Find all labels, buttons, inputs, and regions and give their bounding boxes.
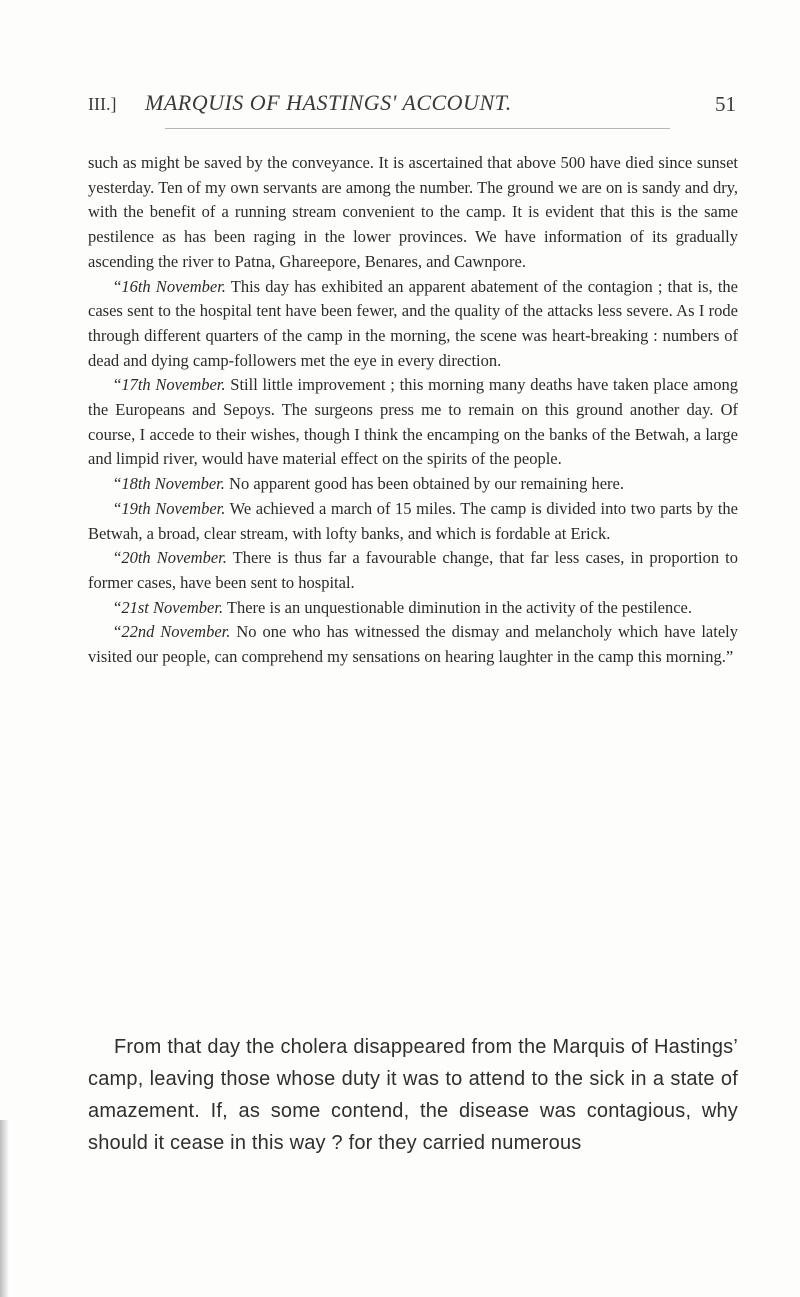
running-title: MARQUIS OF HASTINGS' ACCOUNT. bbox=[145, 90, 512, 115]
diary-entry-21 bbox=[88, 596, 738, 621]
entry-text: Still little improvement ; this morning many deaths have taken place among the Europeans and Sepoys. The surgeons press me to remain on this ground another day. Of course, I accede to their wishes, though I think the encamping on the banks of the Betwah, a large and limpid river, would have material effect on the spirits of the people. bbox=[88, 375, 738, 469]
diary-entry-20 bbox=[88, 546, 738, 595]
entry-text: There is thus far a favourable change, that far less cases, in proportion to former cases, have been sent to hospital. bbox=[88, 548, 738, 592]
entry-quote: “ bbox=[114, 498, 122, 518]
entry-text: We achieved a march of 15 miles. The camp is divided into two parts by the Betwah, a broad, clear stream, with lofty banks, and which is fordable at Erick. bbox=[88, 498, 738, 543]
running-header bbox=[0, 72, 800, 116]
entry-quote: “ bbox=[114, 375, 122, 395]
diary-entry-22 bbox=[88, 620, 738, 669]
entry-quote: “ bbox=[114, 474, 122, 494]
entry-quote: “ bbox=[114, 548, 122, 568]
header-rule bbox=[165, 128, 670, 129]
closing-paragraph: From that day the cholera disappeared from the Marquis of Hastings’ camp, leaving those whose duty it was to attend to the sick in a state of amazement. If, as some contend, the disease was contagious, why should it cease in this way ? for they carried numerous bbox=[88, 1036, 738, 1154]
diary-entry-16 bbox=[88, 275, 738, 374]
entry-date: 19th November. bbox=[121, 498, 226, 518]
entry-date: 20th November. bbox=[121, 548, 227, 568]
entry-date: 16th November. bbox=[121, 276, 226, 296]
entry-text: No one who has witnessed the dismay and melancholy which have lately visited our people, can comprehend my sensations on hearing laughter in the camp this morning.” bbox=[88, 622, 738, 667]
page-number: 51 bbox=[715, 92, 736, 116]
entry-date: 21st November. bbox=[121, 597, 224, 617]
entry-date: 18th November. bbox=[121, 474, 225, 494]
chapter-marker: III.] bbox=[88, 94, 117, 114]
entry-date: 22nd November. bbox=[121, 622, 231, 642]
binding-edge-shadow bbox=[0, 1120, 9, 1297]
opening-paragraph: such as might be saved by the conveyance. It is ascertained that above 500 have died since sunset yesterday. Ten of my own servants are among the number. The ground we are on is sandy and dry, with the benefit of a running stream convenient to the camp. It is evident that this is the same pestilence as has been raging in the lower provinces. We have information of its gradually ascending the river to Patna, Ghareepore, Benares, and Cawnpore. bbox=[88, 153, 738, 271]
diary-entry-19 bbox=[88, 497, 738, 546]
diary-entry-18 bbox=[88, 472, 738, 497]
entry-text: No apparent good has been obtained by our remaining here. bbox=[224, 474, 624, 494]
entry-quote: “ bbox=[114, 597, 122, 617]
entry-date: 17th November. bbox=[121, 375, 226, 395]
entry-quote: “ bbox=[114, 276, 122, 296]
entry-text: There is an unquestionable diminution in the activity of the pestilence. bbox=[223, 597, 692, 617]
entry-quote: “ bbox=[114, 622, 122, 642]
diary-entry-17 bbox=[88, 373, 738, 472]
entry-text: This day has exhibited an apparent abatement of the contagion ; that is, the cases sent to the hospital tent have been fewer, and the quality of the attacks less severe. As I rode through different quarters of the camp in the morning, the scene was heart-breaking : numbers of dead and dying camp-followers met the eye in every direction. bbox=[88, 276, 738, 370]
body-text bbox=[88, 151, 738, 670]
